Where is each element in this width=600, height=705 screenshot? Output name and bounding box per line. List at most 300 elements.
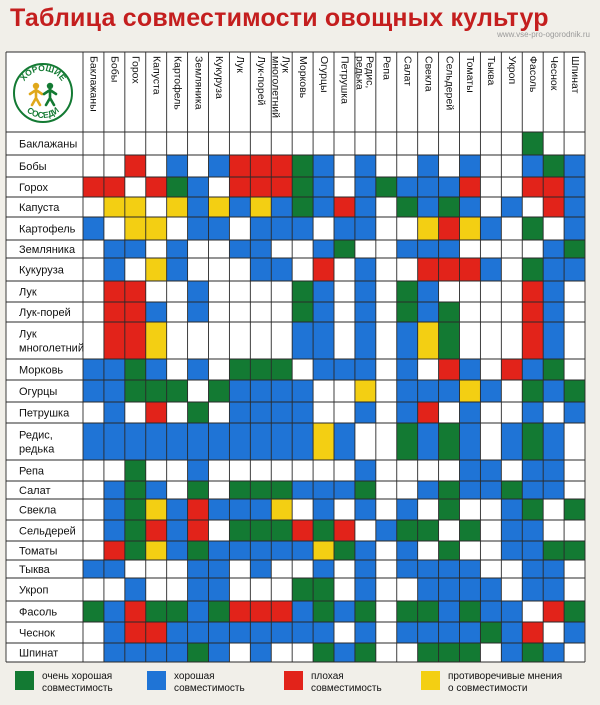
matrix-cell: [167, 560, 188, 578]
matrix-cell: [188, 560, 209, 578]
matrix-cell: [83, 177, 104, 197]
matrix-cell: [313, 520, 334, 541]
legend-label: плохая совместимость: [311, 671, 382, 694]
matrix-cell: [397, 155, 418, 177]
matrix-cell: [376, 460, 397, 481]
matrix-cell: [146, 217, 167, 240]
matrix-cell: [146, 423, 167, 460]
matrix-cell: [418, 322, 439, 359]
matrix-cell: [146, 578, 167, 601]
matrix-cell: [460, 240, 481, 258]
matrix-cell: [543, 481, 564, 499]
matrix-cell: [522, 380, 543, 402]
matrix-cell: [167, 155, 188, 177]
matrix-cell: [83, 155, 104, 177]
matrix-cell: [543, 240, 564, 258]
matrix-cell: [564, 643, 585, 662]
matrix-cell: [188, 258, 209, 281]
matrix-cell: [376, 281, 397, 302]
matrix-cell: [229, 132, 250, 155]
matrix-cell: [83, 322, 104, 359]
matrix-cell: [418, 402, 439, 423]
matrix-cell: [83, 560, 104, 578]
matrix-cell: [439, 643, 460, 662]
matrix-cell: [397, 402, 418, 423]
matrix-cell: [250, 322, 271, 359]
column-header: Салат: [401, 56, 414, 87]
matrix-cell: [146, 258, 167, 281]
matrix-cell: [522, 197, 543, 217]
matrix-cell: [355, 155, 376, 177]
matrix-cell: [313, 322, 334, 359]
matrix-cell: [104, 258, 125, 281]
matrix-cell: [418, 240, 439, 258]
matrix-cell: [460, 155, 481, 177]
matrix-cell: [83, 622, 104, 643]
matrix-cell: [271, 155, 292, 177]
matrix-cell: [397, 560, 418, 578]
matrix-cell: [460, 423, 481, 460]
matrix-cell: [209, 258, 230, 281]
matrix-cell: [501, 359, 522, 380]
matrix-cell: [355, 643, 376, 662]
matrix-cell: [334, 302, 355, 322]
matrix-cell: [104, 560, 125, 578]
matrix-cell: [480, 481, 501, 499]
matrix-cell: [104, 423, 125, 460]
matrix-cell: [564, 423, 585, 460]
matrix-cell: [229, 155, 250, 177]
matrix-cell: [522, 132, 543, 155]
matrix-cell: [313, 499, 334, 520]
matrix-cell: [146, 622, 167, 643]
matrix-cell: [501, 240, 522, 258]
matrix-cell: [229, 197, 250, 217]
matrix-cell: [229, 643, 250, 662]
matrix-cell: [460, 601, 481, 622]
matrix-cell: [522, 240, 543, 258]
matrix-cell: [292, 359, 313, 380]
page-title: Таблица совместимости овощных культур: [10, 4, 549, 32]
matrix-cell: [83, 380, 104, 402]
matrix-cell: [188, 601, 209, 622]
matrix-cell: [167, 132, 188, 155]
column-header: Укроп: [506, 56, 519, 85]
matrix-cell: [439, 460, 460, 481]
matrix-cell: [188, 481, 209, 499]
matrix-cell: [501, 155, 522, 177]
matrix-cell: [188, 217, 209, 240]
matrix-cell: [543, 258, 564, 281]
matrix-cell: [292, 177, 313, 197]
matrix-cell: [355, 132, 376, 155]
column-header: Кукуруза: [213, 56, 226, 99]
matrix-cell: [271, 322, 292, 359]
matrix-cell: [167, 643, 188, 662]
matrix-cell: [271, 380, 292, 402]
matrix-cell: [125, 499, 146, 520]
matrix-cell: [125, 281, 146, 302]
matrix-cell: [501, 258, 522, 281]
matrix-cell: [292, 541, 313, 560]
row-header: Бобы: [19, 161, 47, 173]
legend-swatch-yellow: [421, 671, 440, 690]
matrix-cell: [480, 499, 501, 520]
matrix-cell: [229, 217, 250, 240]
matrix-cell: [229, 258, 250, 281]
row-header: Горох: [19, 182, 48, 194]
matrix-cell: [313, 258, 334, 281]
matrix-cell: [460, 322, 481, 359]
matrix-cell: [564, 359, 585, 380]
matrix-cell: [522, 258, 543, 281]
matrix-cell: [460, 380, 481, 402]
matrix-cell: [146, 560, 167, 578]
matrix-cell: [292, 560, 313, 578]
matrix-cell: [271, 359, 292, 380]
legend-bad: [284, 671, 382, 695]
matrix-cell: [104, 520, 125, 541]
legend-swatch-green: [15, 671, 34, 690]
matrix-cell: [313, 541, 334, 560]
matrix-cell: [397, 520, 418, 541]
matrix-cell: [271, 177, 292, 197]
matrix-cell: [564, 520, 585, 541]
matrix-cell: [313, 132, 334, 155]
matrix-cell: [501, 541, 522, 560]
matrix-cell: [334, 423, 355, 460]
legend-contradictory: [421, 671, 562, 695]
matrix-cell: [418, 601, 439, 622]
matrix-cell: [522, 322, 543, 359]
matrix-cell: [501, 622, 522, 643]
matrix-cell: [146, 240, 167, 258]
matrix-cell: [439, 281, 460, 302]
matrix-cell: [188, 622, 209, 643]
matrix-cell: [229, 481, 250, 499]
matrix-cell: [167, 601, 188, 622]
matrix-cell: [209, 499, 230, 520]
matrix-cell: [125, 302, 146, 322]
matrix-cell: [522, 423, 543, 460]
matrix-cell: [376, 197, 397, 217]
legend-label: хорошая совместимость: [174, 671, 245, 694]
matrix-cell: [543, 622, 564, 643]
matrix-cell: [188, 520, 209, 541]
matrix-cell: [104, 177, 125, 197]
matrix-cell: [271, 578, 292, 601]
matrix-cell: [125, 423, 146, 460]
matrix-cell: [439, 155, 460, 177]
matrix-cell: [271, 132, 292, 155]
column-header: Горох: [129, 56, 142, 84]
matrix-cell: [522, 481, 543, 499]
matrix-cell: [376, 155, 397, 177]
column-header: Фасоль: [526, 56, 539, 93]
matrix-cell: [292, 578, 313, 601]
column-header: Томаты: [464, 56, 477, 93]
matrix-cell: [292, 520, 313, 541]
matrix-cell: [460, 499, 481, 520]
matrix-cell: [125, 643, 146, 662]
matrix-cell: [543, 322, 564, 359]
source-url: www.vse-pro-ogorodnik.ru: [497, 30, 590, 39]
matrix-cell: [292, 481, 313, 499]
matrix-cell: [460, 643, 481, 662]
row-header: Укроп: [19, 584, 49, 597]
matrix-cell: [564, 217, 585, 240]
matrix-cells: [6, 52, 585, 662]
matrix-cell: [188, 281, 209, 302]
matrix-cell: [104, 217, 125, 240]
matrix-cell: [104, 359, 125, 380]
matrix-cell: [480, 281, 501, 302]
matrix-cell: [167, 402, 188, 423]
matrix-cell: [564, 302, 585, 322]
matrix-cell: [501, 499, 522, 520]
row-header: Лук-порей: [19, 307, 71, 319]
matrix-cell: [313, 601, 334, 622]
row-header: Баклажаны: [19, 138, 78, 151]
matrix-cell: [460, 622, 481, 643]
column-header: Баклажаны: [87, 56, 100, 112]
matrix-cell: [209, 520, 230, 541]
matrix-cell: [209, 359, 230, 380]
matrix-cell: [439, 499, 460, 520]
matrix-cell: [439, 240, 460, 258]
matrix-cell: [125, 197, 146, 217]
matrix-cell: [418, 520, 439, 541]
matrix-cell: [564, 481, 585, 499]
matrix-cell: [209, 132, 230, 155]
matrix-cell: [188, 643, 209, 662]
matrix-cell: [167, 359, 188, 380]
matrix-cell: [376, 622, 397, 643]
matrix-cell: [543, 197, 564, 217]
matrix-cell: [460, 481, 481, 499]
matrix-cell: [188, 380, 209, 402]
matrix-cell: [229, 359, 250, 380]
matrix-cell: [418, 560, 439, 578]
column-header: Тыква: [485, 56, 498, 86]
matrix-cell: [564, 622, 585, 643]
matrix-cell: [146, 643, 167, 662]
matrix-cell: [460, 177, 481, 197]
column-header: Свекла: [422, 56, 435, 92]
matrix-cell: [564, 601, 585, 622]
matrix-cell: [376, 520, 397, 541]
matrix-cell: [334, 560, 355, 578]
matrix-cell: [250, 281, 271, 302]
legend-swatch-blue: [147, 671, 166, 690]
matrix-cell: [292, 132, 313, 155]
row-header: Тыква: [19, 564, 50, 576]
matrix-cell: [376, 423, 397, 460]
matrix-cell: [292, 217, 313, 240]
matrix-cell: [543, 302, 564, 322]
matrix-cell: [501, 460, 522, 481]
matrix-cell: [104, 240, 125, 258]
matrix-cell: [188, 177, 209, 197]
column-header: Редис,редька: [353, 56, 376, 90]
matrix-cell: [292, 197, 313, 217]
matrix-cell: [355, 322, 376, 359]
matrix-cell: [397, 601, 418, 622]
matrix-cell: [376, 601, 397, 622]
matrix-cell: [522, 601, 543, 622]
matrix-cell: [522, 177, 543, 197]
matrix-cell: [250, 541, 271, 560]
matrix-cell: [313, 281, 334, 302]
matrix-cell: [355, 560, 376, 578]
matrix-cell: [250, 520, 271, 541]
matrix-cell: [146, 177, 167, 197]
matrix-cell: [439, 520, 460, 541]
matrix-cell: [104, 155, 125, 177]
matrix-cell: [397, 460, 418, 481]
matrix-cell: [83, 302, 104, 322]
matrix-cell: [418, 578, 439, 601]
matrix-cell: [334, 359, 355, 380]
matrix-cell: [229, 541, 250, 560]
matrix-cell: [104, 541, 125, 560]
matrix-cell: [125, 177, 146, 197]
matrix-cell: [313, 643, 334, 662]
matrix-cell: [439, 302, 460, 322]
matrix-cell: [376, 481, 397, 499]
matrix-cell: [271, 258, 292, 281]
matrix-cell: [209, 281, 230, 302]
matrix-cell: [209, 460, 230, 481]
matrix-cell: [104, 322, 125, 359]
matrix-cell: [418, 132, 439, 155]
matrix-cell: [209, 643, 230, 662]
matrix-cell: [355, 380, 376, 402]
matrix-cell: [188, 423, 209, 460]
matrix-cell: [83, 481, 104, 499]
matrix-cell: [250, 197, 271, 217]
matrix-cell: [146, 541, 167, 560]
matrix-cell: [313, 423, 334, 460]
matrix-cell: [125, 258, 146, 281]
matrix-cell: [334, 402, 355, 423]
matrix-cell: [83, 402, 104, 423]
matrix-cell: [501, 217, 522, 240]
matrix-cell: [460, 460, 481, 481]
matrix-cell: [188, 132, 209, 155]
matrix-cell: [334, 240, 355, 258]
matrix-cell: [104, 499, 125, 520]
matrix-cell: [334, 520, 355, 541]
matrix-cell: [418, 499, 439, 520]
matrix-cell: [292, 423, 313, 460]
matrix-cell: [188, 460, 209, 481]
matrix-cell: [418, 460, 439, 481]
matrix-cell: [167, 423, 188, 460]
matrix-cell: [271, 622, 292, 643]
matrix-cell: [355, 460, 376, 481]
matrix-cell: [209, 380, 230, 402]
matrix-cell: [167, 622, 188, 643]
matrix-cell: [418, 302, 439, 322]
matrix-cell: [250, 622, 271, 643]
matrix-cell: [543, 359, 564, 380]
matrix-cell: [188, 302, 209, 322]
matrix-cell: [271, 643, 292, 662]
matrix-cell: [355, 281, 376, 302]
matrix-cell: [271, 240, 292, 258]
matrix-cell: [480, 460, 501, 481]
matrix-cell: [83, 541, 104, 560]
matrix-cell: [271, 197, 292, 217]
matrix-cell: [376, 402, 397, 423]
logo-text-bottom: СОСЕДИ: [25, 104, 61, 121]
matrix-cell: [250, 240, 271, 258]
matrix-cell: [439, 560, 460, 578]
matrix-cell: [209, 481, 230, 499]
matrix-cell: [83, 520, 104, 541]
matrix-cell: [439, 322, 460, 359]
row-header: Томаты: [19, 545, 58, 558]
matrix-cell: [250, 481, 271, 499]
matrix-cell: [501, 402, 522, 423]
matrix-cell: [376, 240, 397, 258]
matrix-cell: [188, 240, 209, 258]
matrix-cell: [167, 177, 188, 197]
matrix-cell: [543, 499, 564, 520]
matrix-cell: [146, 281, 167, 302]
matrix-cell: [397, 499, 418, 520]
matrix-cell: [460, 560, 481, 578]
matrix-cell: [355, 177, 376, 197]
matrix-cell: [397, 322, 418, 359]
column-header: Петрушка: [338, 56, 351, 104]
row-header: Морковь: [19, 364, 64, 377]
matrix-cell: [522, 281, 543, 302]
matrix-cell: [522, 499, 543, 520]
matrix-cell: [334, 258, 355, 281]
matrix-cell: [229, 578, 250, 601]
matrix-cell: [271, 423, 292, 460]
matrix-cell: [250, 258, 271, 281]
matrix-cell: [439, 132, 460, 155]
matrix-cell: [250, 380, 271, 402]
matrix-cell: [522, 217, 543, 240]
matrix-cell: [146, 132, 167, 155]
matrix-cell: [229, 560, 250, 578]
matrix-cell: [292, 460, 313, 481]
matrix-cell: [104, 380, 125, 402]
legend-good: [147, 671, 245, 695]
matrix-cell: [313, 380, 334, 402]
matrix-cell: [313, 578, 334, 601]
matrix-cell: [271, 481, 292, 499]
matrix-cell: [397, 578, 418, 601]
matrix-cell: [334, 643, 355, 662]
matrix-cell: [313, 197, 334, 217]
matrix-cell: [355, 359, 376, 380]
matrix-cell: [522, 460, 543, 481]
matrix-cell: [501, 380, 522, 402]
matrix-cell: [480, 217, 501, 240]
matrix-cell: [271, 541, 292, 560]
matrix-cell: [480, 132, 501, 155]
matrix-cell: [501, 302, 522, 322]
matrix-cell: [125, 481, 146, 499]
matrix-cell: [313, 460, 334, 481]
matrix-cell: [313, 560, 334, 578]
matrix-cell: [292, 601, 313, 622]
